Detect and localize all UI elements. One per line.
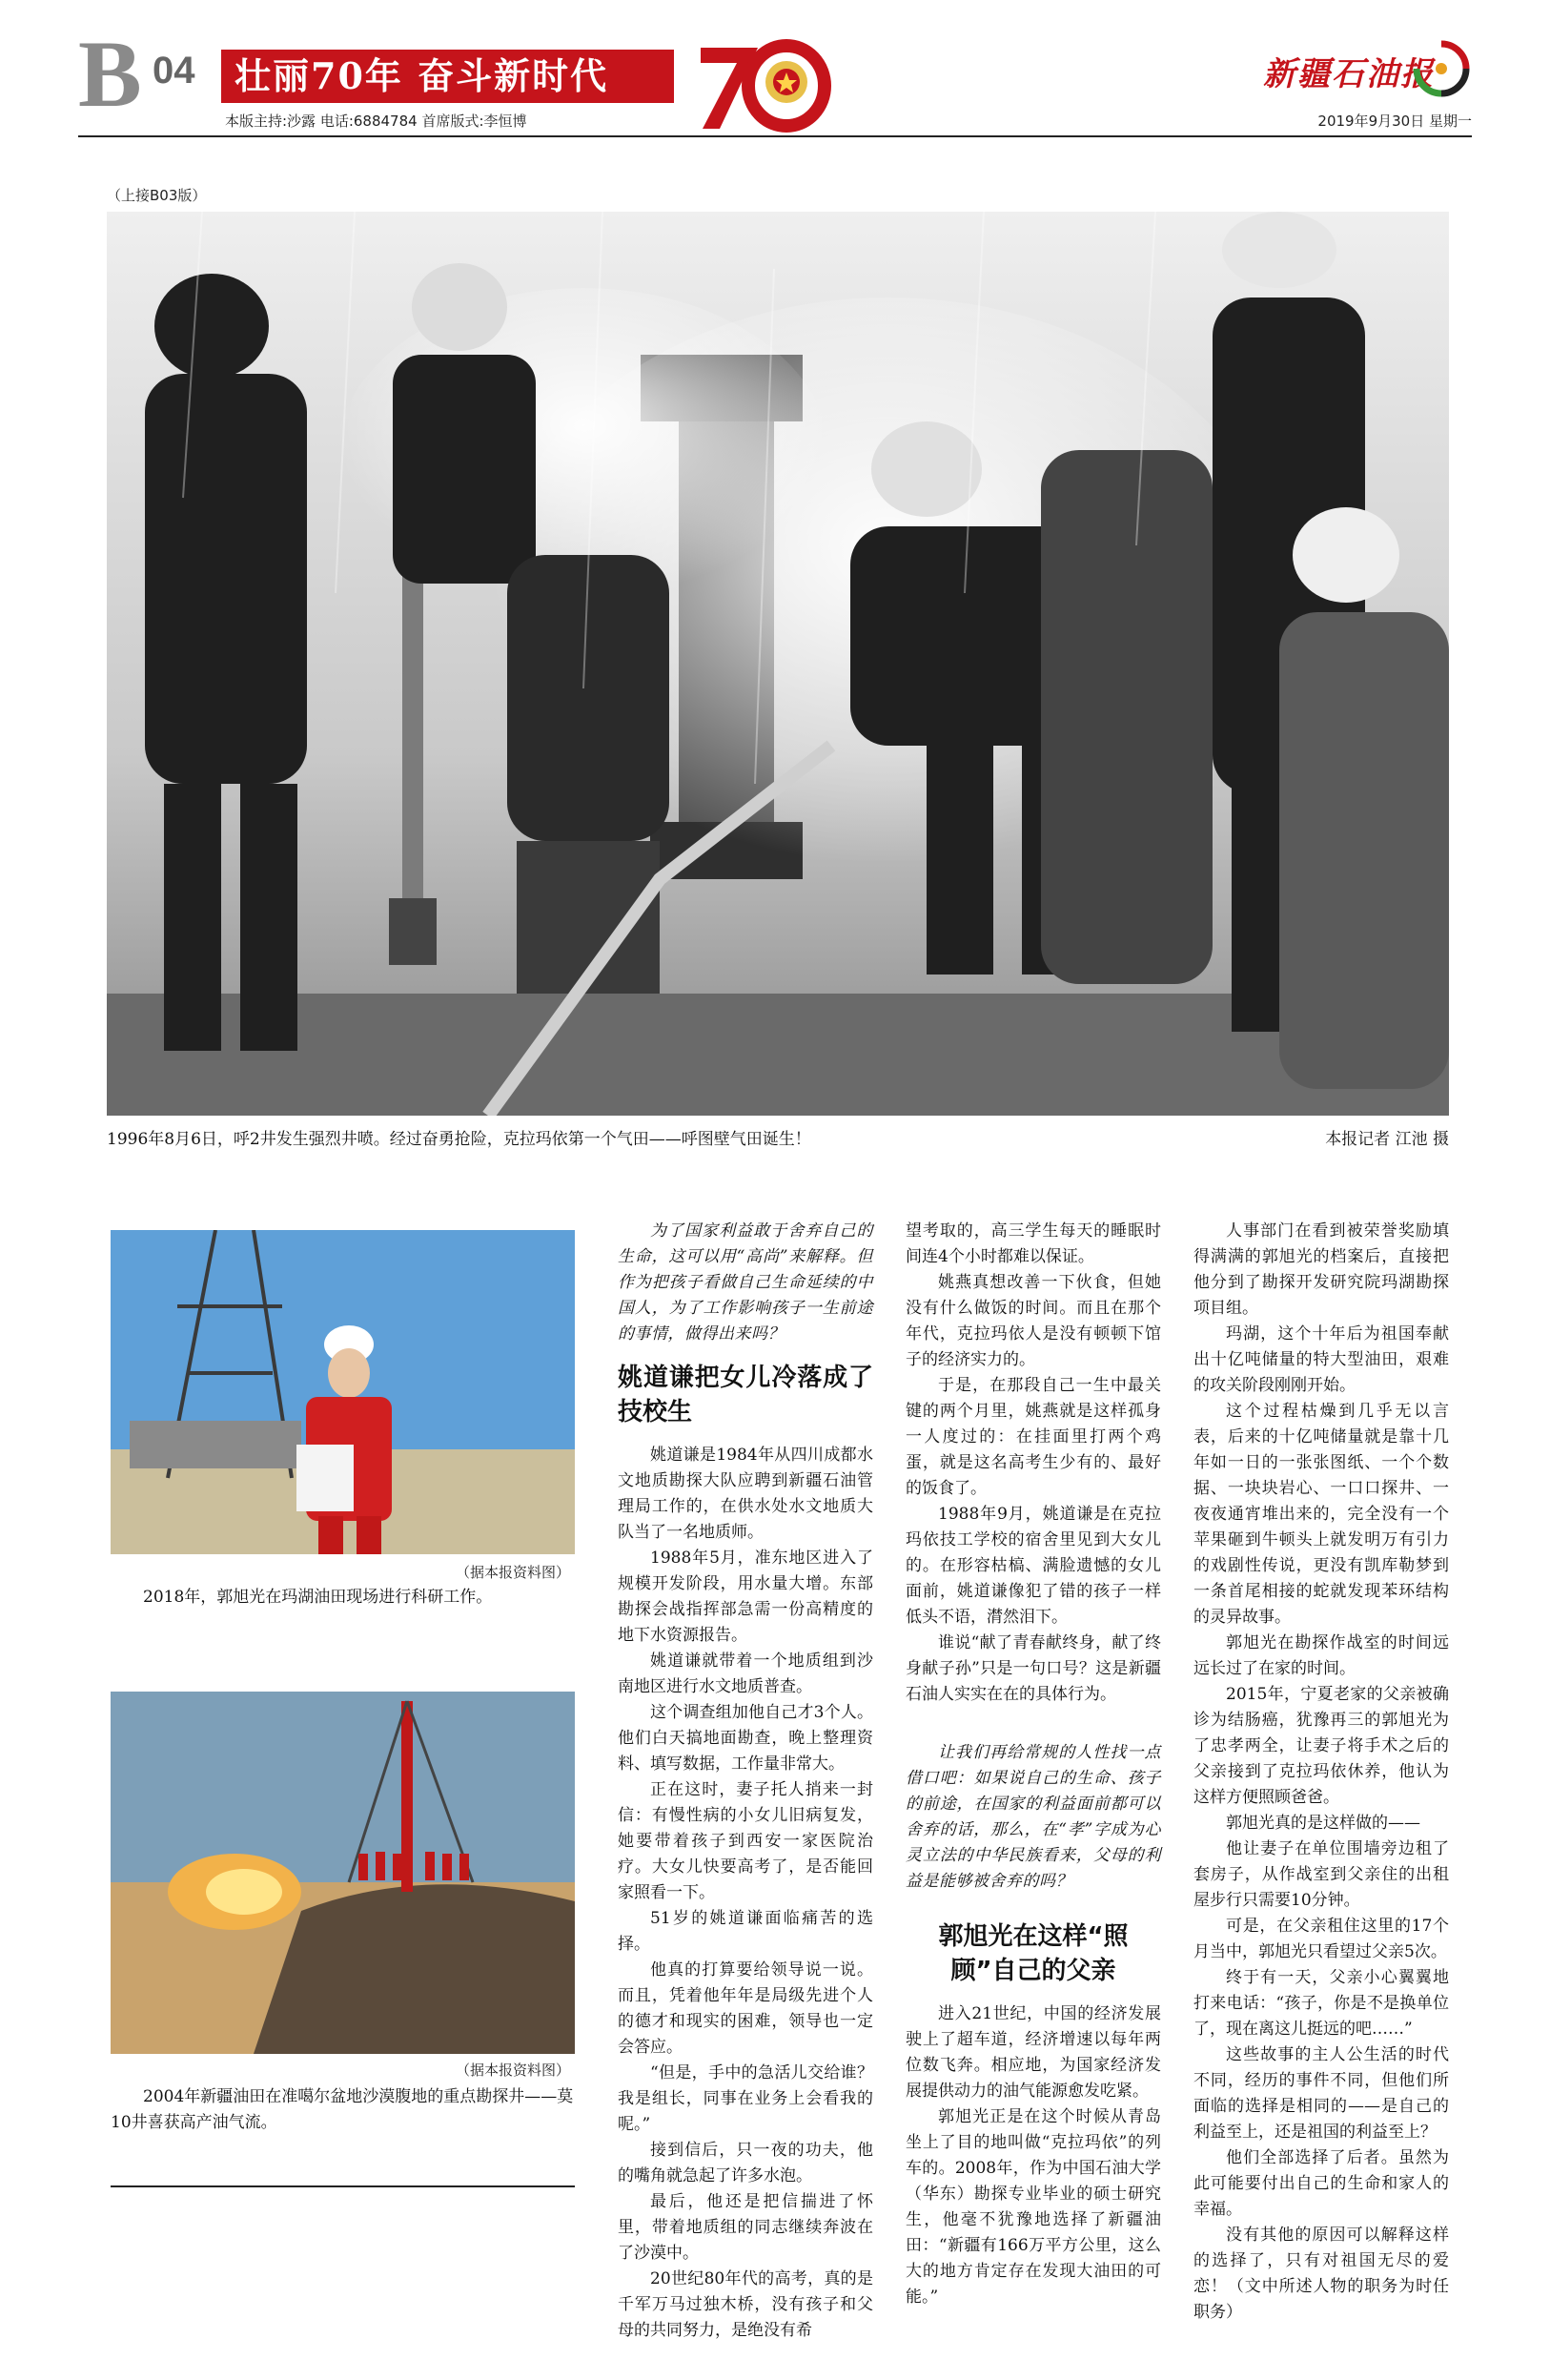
paragraph: 1988年5月，准东地区进入了规模开发阶段，用水量大增。东部勘探会战指挥部急需一份高精度的地下水资源报告。 <box>618 1549 873 1645</box>
paragraph: 姚燕真想改善一下伙食，但她没有什么做饭的时间。而且在那个年代，克拉玛依人是没有顿顿下馆子的经济实力的。 <box>906 1273 1161 1369</box>
header-rule <box>78 135 1472 137</box>
paragraph: 郭旭光在勘探作战室的时间远远长过了在家的时间。 <box>1193 1633 1449 1678</box>
engineer-portrait-photo <box>111 1230 575 1554</box>
blowout-rescue-photo <box>107 212 1449 1116</box>
paragraph: 最后，他还是把信揣进了怀里，带着地质组的同志继续奔波在了沙漠中。 <box>618 2192 873 2263</box>
article-column-1 <box>618 1219 873 2344</box>
side-photo-2-caption: 2004年新疆油田在准噶尔盆地沙漠腹地的重点勘探井——莫10井喜获高产油气流。 <box>111 2087 574 2132</box>
masthead: 新疆石油报 <box>1263 55 1435 93</box>
paragraph: 这个过程枯燥到几乎无以言表，后来的十亿吨储量就是靠十几年如一日的一张张图纸、一个个数据、一块块岩心、一口口探井、一夜夜通宵堆出来的，完全没有一个苹果砸到牛顿头上就发明万有引力的戏剧性传说，更没有凯库勒梦到一条首尾相接的蛇就发现苯环结构的灵异故事。 <box>1193 1402 1449 1627</box>
section-banner: 壮丽70年 奋斗新时代 <box>221 50 674 103</box>
paragraph: 于是，在那段自己一生中最关键的两个月里，姚燕就是这样孤身一人度过的：在挂面里打两个鸡蛋，就是这名高考生少有的、最好的饭食了。 <box>906 1376 1161 1498</box>
paragraph: 没有其他的原因可以解释这样的选择了，只有对祖国无尽的爱恋！（文中所述人物的职务为时任职务） <box>1193 2226 1449 2322</box>
paragraph: 玛湖，这个十年后为祖国奉献出十亿吨储量的特大型油田，艰难的攻关阶段刚刚开始。 <box>1193 1324 1449 1395</box>
paragraph: 进入21世纪，中国的经济发展驶上了超车道，经济增速以每年两位数飞奔。相应地，为国家经济发展提供动力的油气能源愈发吃紧。 <box>906 2004 1161 2101</box>
paragraph: 终于有一天，父亲小心翼翼地打来电话：“孩子，你是不是换单位了，现在离这儿挺远的吧……” <box>1193 1968 1449 2039</box>
article-column-2 <box>906 1219 1161 2310</box>
side-photo-2-credit: （据本报资料图） <box>456 2062 571 2079</box>
paragraph: 姚道谦就带着一个地质组到沙南地区进行水文地质普查。 <box>618 1652 873 1696</box>
heading-guo-xuguang: 郭旭光在这样“照顾”自己的父亲 <box>938 1922 1129 1985</box>
paragraph: 可是，在父亲租住这里的17个月当中，郭旭光只看望过父亲5次。 <box>1193 1917 1449 1961</box>
paragraph: 姚道谦是1984年从四川成都水文地质勘探大队应聘到新疆石油管理局工作的，在供水处水文地质大队当了一名地质师。 <box>618 1446 873 1542</box>
paragraph: “但是，手中的急活儿交给谁？我是组长，同事在业务上会看我的呢。” <box>618 2063 873 2134</box>
heading-yao-daoqian: 姚道谦把女儿冷落成了技校生 <box>618 1364 873 1426</box>
column-1-lead: 为了国家利益敢于舍弃自己的生命，这可以用“高尚”来解释。但作为把孩子看做自己生命延续的中国人，为了工作影响孩子一生前途的事情，做得出来吗？ <box>618 1221 873 1344</box>
paragraph: 谁说“献了青春献终身，献了终身献子孙”只是一句口号？这是新疆石油人实实在在的具体行为。 <box>906 1633 1161 1704</box>
byline: 本版主持:沙露 电话:6884784 首席版式:李恒博 <box>225 113 527 130</box>
page-letter: B <box>78 21 142 127</box>
paragraph: 这些故事的主人公生活的时代不同，经历的事件不同，但他们所面临的选择是相同的——是自己的利益至上，还是祖国的利益至上？ <box>1193 2045 1449 2142</box>
paragraph: 正在这时，妻子托人捎来一封信：有慢性病的小女儿旧病复发，她要带着孩子到西安一家医院治疗。大女儿快要高考了，是否能回家照看一下。 <box>618 1780 873 1902</box>
anniversary-70-emblem <box>691 29 834 133</box>
dateline: 2019年9月30日 星期一 <box>1317 113 1472 130</box>
paragraph: 郭旭光正是在这个时候从青岛坐上了目的地叫做“克拉玛依”的列车的。2008年，作为中国石油大学（华东）勘探专业毕业的硕士研究生，他毫不犹豫地选择了新疆油田：“新疆有166万平方公里，这么大的地方肯定存在发现大油田的可能。” <box>906 2107 1161 2307</box>
paragraph: 他们全部选择了后者。虽然为此可能要付出自己的生命和家人的幸福。 <box>1193 2148 1449 2219</box>
paragraph: 这个调查组加他自己才3个人。他们白天搞地面勘查，晚上整理资料、填写数据，工作量非常大。 <box>618 1703 873 1774</box>
main-photo-caption: 1996年8月6日，呼2井发生强烈井喷。经过奋勇抢险，克拉玛依第一个气田——呼图壁气田诞生！ <box>107 1130 811 1149</box>
paragraph: 郭旭光真的是这样做的—— <box>1226 1814 1420 1833</box>
paragraph: 他真的打算要给领导说一说。而且，凭着他年年是局级先进个人的德才和现实的困难，领导也一定会答应。 <box>618 1960 873 2057</box>
page-number: 04 <box>153 50 195 92</box>
paragraph: 51岁的姚道谦面临痛苦的选择。 <box>618 1909 873 1954</box>
main-photo-credit: 本报记者 江池 摄 <box>1325 1130 1449 1149</box>
sidebar-rule <box>111 2185 575 2187</box>
paragraph: 接到信后，只一夜的功夫，他的嘴角就急起了许多水泡。 <box>618 2141 873 2185</box>
paragraph: 他让妻子在单位围墙旁边租了套房子，从作战室到父亲住的出租屋步行只需要10分钟。 <box>1193 1839 1449 1910</box>
newspaper-logo-icon <box>1411 38 1472 99</box>
main-photo-caption-row <box>107 1125 1449 1148</box>
side-photo-1-caption: 2018年，郭旭光在玛湖油田现场进行科研工作。 <box>143 1588 493 1607</box>
article-column-3 <box>1193 1219 1449 2326</box>
desert-well-flare-photo <box>111 1692 575 2054</box>
column-2-lead: 让我们再给常规的人性找一点借口吧：如果说自己的生命、孩子的前途，在国家的利益面前都可以舍弃的话，那么，在“孝”字成为心灵立法的中华民族看来，父母的利益是能够被舍弃的吗？ <box>906 1743 1161 1891</box>
continuation-note: （上接B03版） <box>107 187 207 204</box>
page-header <box>0 0 1550 143</box>
side-photo-1-credit: （据本报资料图） <box>456 1564 571 1581</box>
paragraph: 1988年9月，姚道谦是在克拉玛依技工学校的宿舍里见到大女儿的。在形容枯槁、满脸遗憾的女儿面前，姚道谦像犯了错的孩子一样低头不语，潸然泪下。 <box>906 1505 1161 1627</box>
seventy-label: 70 <box>691 29 693 30</box>
paragraph: 人事部门在看到被荣誉奖励填得满满的郭旭光的档案后，直接把他分到了勘探开发研究院玛湖勘探项目组。 <box>1193 1221 1449 1318</box>
paragraph: 2015年，宁夏老家的父亲被确诊为结肠癌，犹豫再三的郭旭光为了忠孝两全，让妻子将手术之后的父亲接到了克拉玛依休养，他认为这样方便照顾爸爸。 <box>1193 1685 1449 1807</box>
paragraph: 20世纪80年代的高考，真的是千军万马过独木桥，没有孩子和父母的共同努力，是绝没有希 <box>618 2269 873 2340</box>
paragraph: 望考取的，高三学生每天的睡眠时间连4个小时都难以保证。 <box>906 1221 1161 1266</box>
